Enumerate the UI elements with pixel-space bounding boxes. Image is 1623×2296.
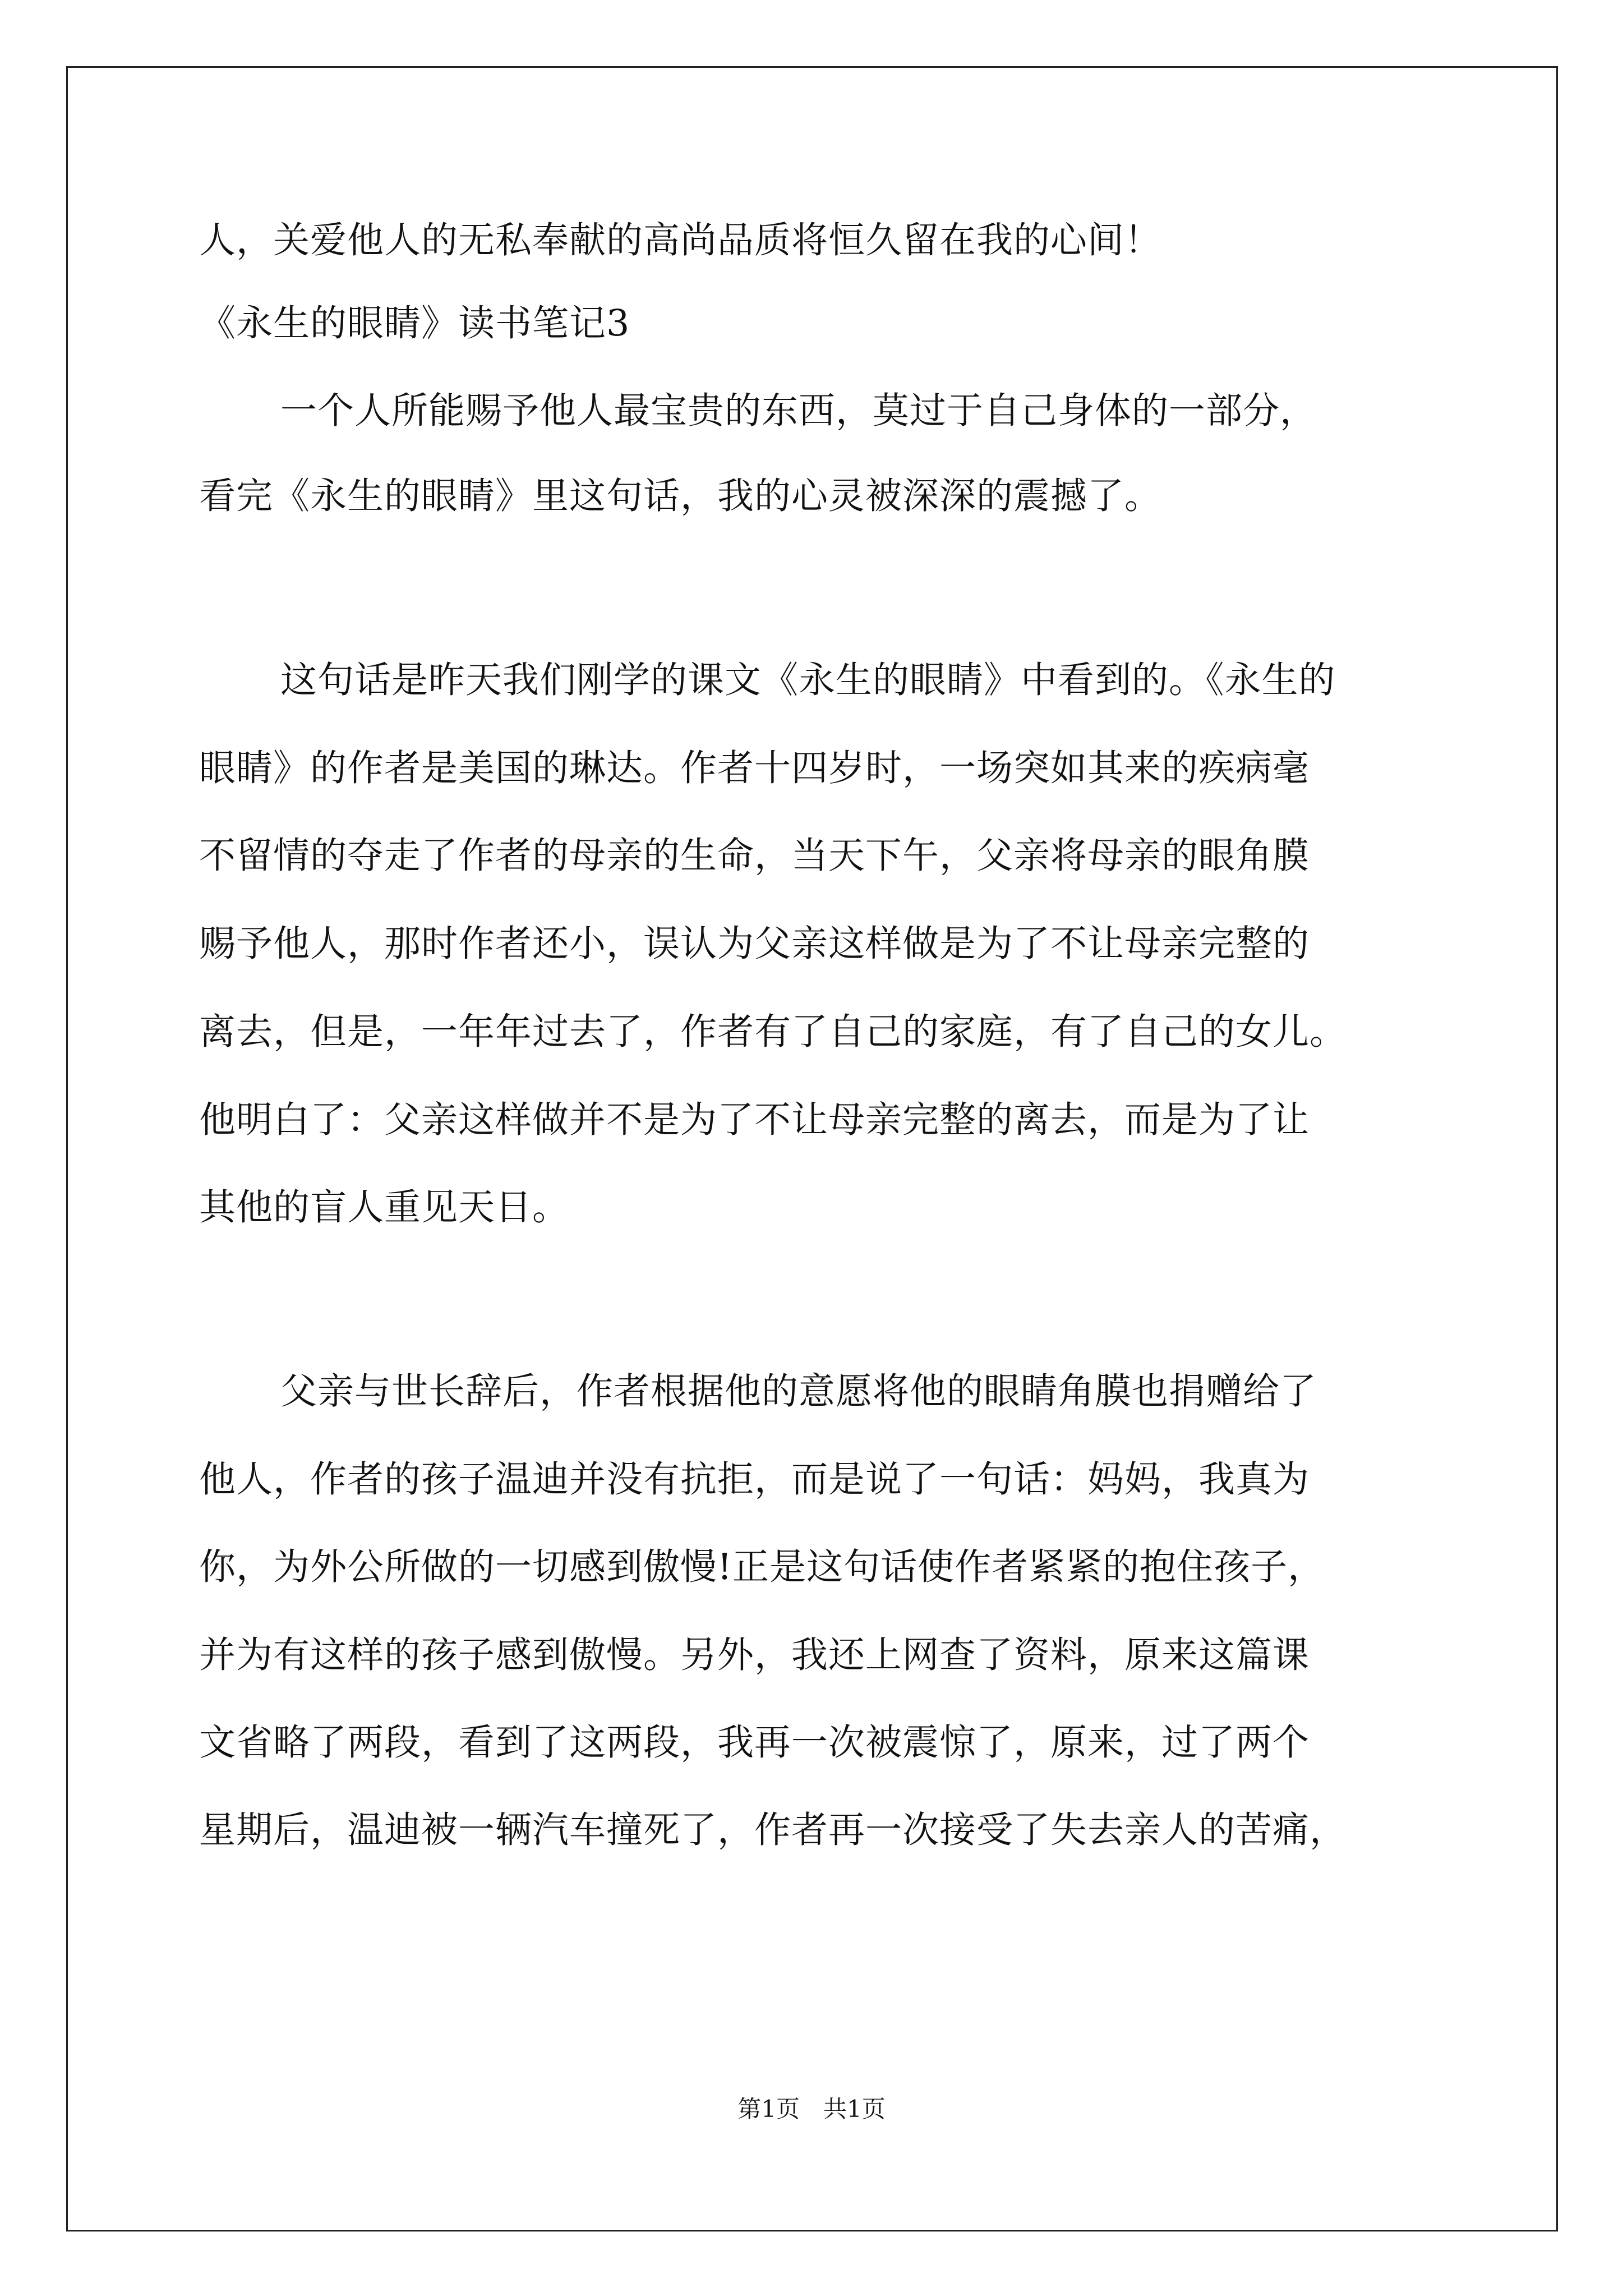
text-line: 文省略了两段，看到了这两段，我再一次被震惊了，原来，过了两个 bbox=[199, 1722, 1310, 1764]
text-line: 看完《永生的眼睛》里这句话，我的心灵被深深的震撼了。 bbox=[199, 475, 1162, 517]
text-line: 星期后，温迪被一辆汽车撞死了，作者再一次接受了失去亲人的苦痛， bbox=[199, 1809, 1347, 1851]
text-line: 父亲与世长辞后，作者根据他的意愿将他的眼睛角膜也捐赠给了 bbox=[280, 1370, 1317, 1412]
page-footer: 第1页 共1页 bbox=[737, 2095, 886, 2123]
text-line: 一个人所能赐予他人最宝贵的东西，莫过于自己身体的一部分， bbox=[280, 390, 1317, 432]
text-line: 离去，但是，一年年过去了，作者有了自己的家庭，有了自己的女儿。 bbox=[199, 1011, 1347, 1053]
text-line: 眼睛》的作者是美国的琳达。作者十四岁时，一场突如其来的疾病毫 bbox=[199, 747, 1310, 789]
text-line: 其他的盲人重见天日。 bbox=[199, 1186, 570, 1228]
text-line: 你，为外公所做的一切感到傲慢!正是这句话使作者紧紧的抱住孩子， bbox=[199, 1546, 1325, 1588]
text-line: 不留情的夺走了作者的母亲的生命，当天下午，父亲将母亲的眼角膜 bbox=[199, 835, 1310, 877]
section-heading: 《永生的眼睛》读书笔记3 bbox=[199, 302, 630, 344]
text-line: 他人，作者的孩子温迪并没有抗拒，而是说了一句话：妈妈，我真为 bbox=[199, 1458, 1310, 1501]
text-line: 并为有这样的孩子感到傲慢。另外，我还上网查了资料，原来这篇课 bbox=[199, 1634, 1310, 1676]
text-line: 人，关爱他人的无私奉献的高尚品质将恒久留在我的心间！ bbox=[199, 219, 1162, 261]
text-line: 他明白了：父亲这样做并不是为了不让母亲完整的离去，而是为了让 bbox=[199, 1099, 1310, 1141]
text-line: 赐予他人，那时作者还小，误认为父亲这样做是为了不让母亲完整的 bbox=[199, 923, 1310, 965]
text-line: 这句话是昨天我们刚学的课文《永生的眼睛》中看到的。《永生的 bbox=[280, 659, 1336, 701]
